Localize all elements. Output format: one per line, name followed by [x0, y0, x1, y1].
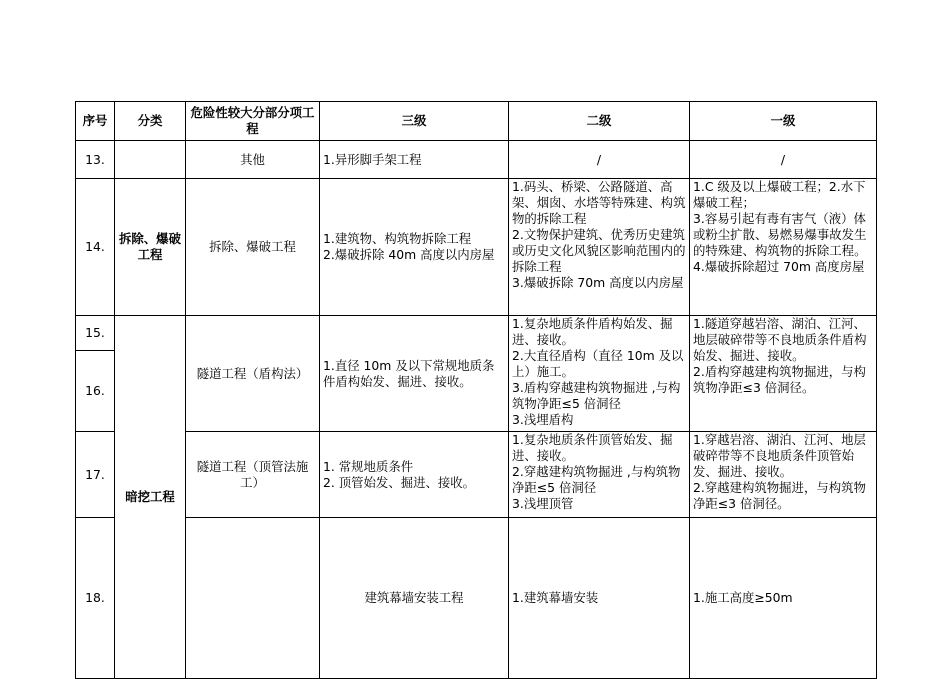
header-category: 分类	[115, 102, 186, 141]
row-level3: 1. 常规地质条件 2. 顶管始发、掘进、接收。	[320, 432, 509, 518]
table-row	[76, 316, 877, 351]
row-project: 隧道工程（盾构法）	[186, 316, 320, 432]
row-level2: /	[509, 141, 690, 179]
row-level1: 1.隧道穿越岩溶、湖泊、江河、地层破碎带等不良地质条件盾构始发、掘进、接收。 2.盾构穿越建构筑物掘进，与构筑物净距≤3 倍洞径。	[690, 316, 877, 432]
row-project: 隧道工程（顶管法施工）	[186, 432, 320, 518]
row-level2: 1.施工高度≥50m	[690, 518, 877, 679]
header-level1: 一级	[690, 102, 877, 141]
row-no: 17.	[76, 432, 115, 518]
row-level3: 1.直径 10m 及以下常规地质条件盾构始发、掘进、接收。	[320, 316, 509, 432]
header-row	[76, 102, 877, 141]
row-project: 其他	[186, 141, 320, 179]
row-level3: 1.异形脚手架工程	[320, 141, 509, 179]
row-category	[186, 518, 320, 679]
table-row	[76, 179, 877, 316]
row-level1: /	[690, 141, 877, 179]
row-level3: 1.建筑物、构筑物拆除工程 2.爆破拆除 40m 高度以内房屋	[320, 179, 509, 316]
row-level2: 1.复杂地质条件顶管始发、掘进、接收。 2.穿越建构筑物掘进 ,与构筑物净距≤5 倍洞径 3.浅埋顶管	[509, 432, 690, 518]
header-level2: 二级	[509, 102, 690, 141]
row-no: 14.	[76, 179, 115, 316]
row-category	[115, 141, 186, 179]
row-no: 16.	[76, 351, 115, 432]
table-row	[76, 432, 877, 518]
row-no: 18.	[76, 518, 115, 679]
row-level2: 1.复杂地质条件盾构始发、掘进、接收。 2.大直径盾构（直径 10m 及以上）施工。 3.盾构穿越建构筑物掘进 ,与构筑物净距≤5 倍洞径 3.浅埋盾构	[509, 316, 690, 432]
row-level1: 1.C 级及以上爆破工程；2.水下爆破工程； 3.容易引起有毒有害气（液）体或粉尘扩散、易燃易爆事故发生的特殊建、构筑物的拆除工程。 4.爆破拆除超过 70m 高度房屋	[690, 179, 877, 316]
row-no: 15.	[76, 316, 115, 351]
row-project: 拆除、爆破工程	[186, 179, 320, 316]
hazard-project-table	[75, 101, 877, 679]
row-category: 拆除、爆破工程	[115, 179, 186, 316]
header-no: 序号	[76, 102, 115, 141]
row-category: 暗挖工程	[115, 316, 186, 679]
row-level2: 1.码头、桥梁、公路隧道、高架、烟囱、水塔等特殊建、构筑物的拆除工程 2.文物保护建筑、优秀历史建筑或历史文化风貌区影响范围内的拆除工程 3.爆破拆除 70m 高度以内房屋	[509, 179, 690, 316]
table-row	[76, 518, 877, 679]
row-project: 建筑幕墙安装工程	[320, 518, 509, 679]
table-row	[76, 141, 877, 179]
header-level3: 三级	[320, 102, 509, 141]
row-no: 13.	[76, 141, 115, 179]
row-level1: 1.穿越岩溶、湖泊、江河、地层破碎带等不良地质条件顶管始发、掘进、接收。 2.穿越建构筑物掘进，与构筑物净距≤3 倍洞径。	[690, 432, 877, 518]
row-level3: 1.建筑幕墙安装	[509, 518, 690, 679]
header-project: 危险性较大分部分项工程	[186, 102, 320, 141]
